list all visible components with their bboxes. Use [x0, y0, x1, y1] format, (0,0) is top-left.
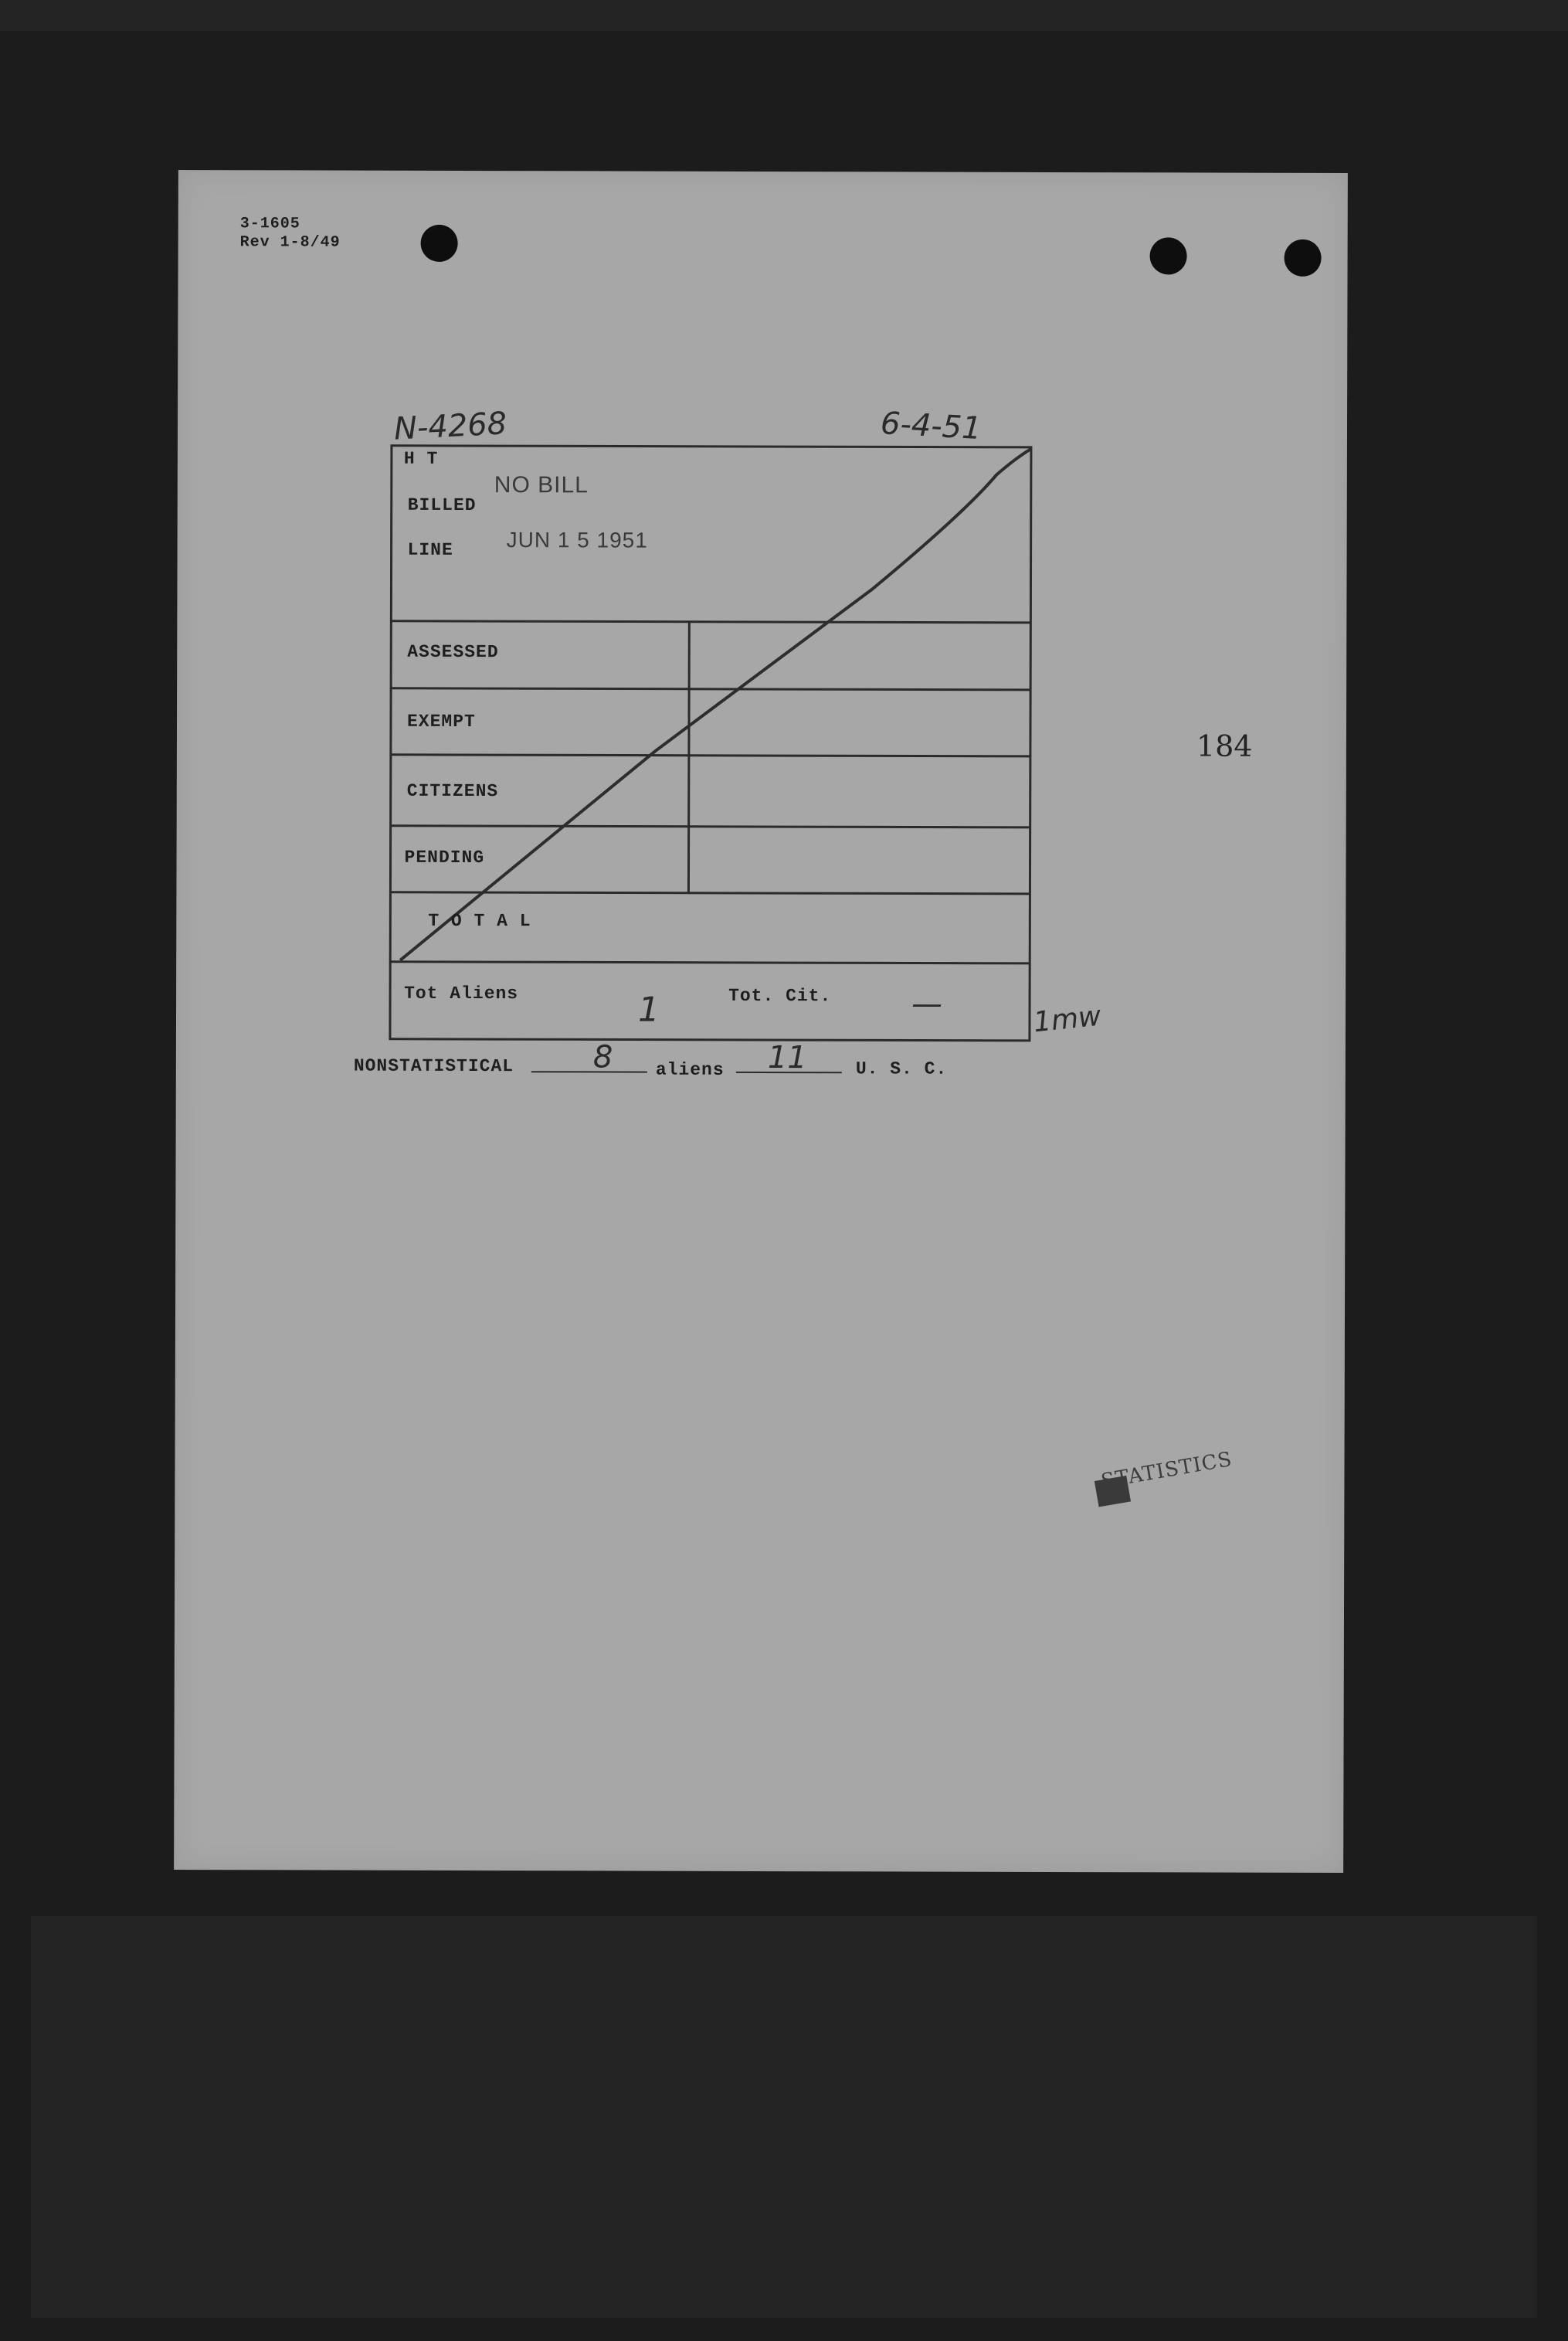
cancel-line [400, 447, 1031, 962]
aliens-label: aliens [655, 1059, 725, 1080]
statistics-stamp: STATISTICS [1099, 1447, 1234, 1493]
row-label-exempt: EXEMPT [406, 711, 476, 732]
usc-label: U. S. C. [855, 1058, 948, 1079]
row-label-line: LINE [407, 539, 453, 560]
form-code: 3-1605 [239, 215, 300, 233]
no-bill-stamp: NO BILL [494, 472, 589, 498]
page-number: 184 [1196, 729, 1253, 763]
nonstatistical-label: NONSTATISTICAL [353, 1055, 514, 1077]
initials: 1mw [1032, 1000, 1103, 1039]
row-label-billed: BILLED [407, 494, 477, 516]
row-label-ht: H T [403, 448, 439, 469]
lower-background [31, 1916, 1537, 2318]
nonstat-aliens-count: 8 [592, 1039, 613, 1075]
date-stamp: JUN 1 5 1951 [506, 528, 648, 552]
case-number: N-4268 [392, 406, 508, 447]
form-revision: Rev 1-8/49 [239, 233, 341, 252]
cit-mark: — [911, 986, 943, 1022]
row-label-total: T O T A L [428, 910, 531, 932]
row-label-tot-aliens: Tot Aliens [404, 983, 519, 1004]
row-label-tot-cit: Tot. Cit. [728, 985, 832, 1007]
form-grid [174, 170, 1348, 1873]
document-page [174, 170, 1348, 1873]
row-label-pending: PENDING [404, 847, 485, 868]
nonstat-usc-count: 11 [767, 1040, 807, 1076]
aliens-mark: 1 [637, 990, 660, 1030]
row-label-citizens: CITIZENS [406, 780, 499, 802]
handwritten-date: 6-4-51 [879, 406, 983, 447]
row-label-assessed: ASSESSED [407, 641, 499, 663]
top-edge [0, 0, 1568, 31]
